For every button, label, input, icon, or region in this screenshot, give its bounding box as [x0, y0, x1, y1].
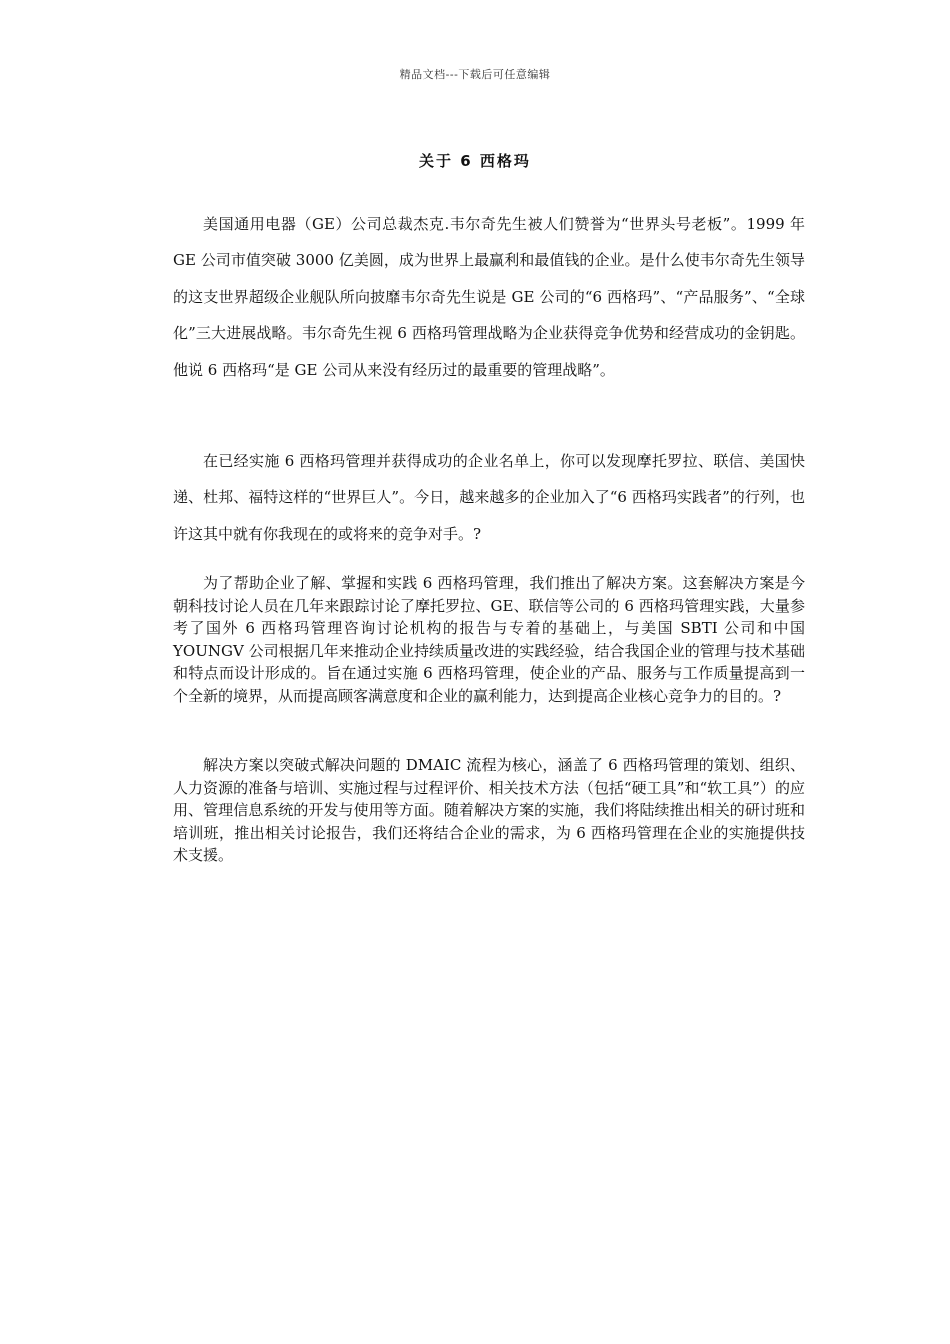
- paragraph-3: 为了帮助企业了解、掌握和实践 6 西格玛管理，我们推出了解决方案。这套解决方案是今朝科技讨论人员在几年来跟踪讨论了摩托罗拉、GE、联信等公司的 6 西格玛管理实践，大量参考了国外 6 西格玛管理咨询讨论机构的报告与专着的基础上，与美国 SBTI 公司和中国 YOUNGV 公司根据几年来推动企业持续质量改进的实践经验，结合我国企业的管理与技术基础和特点而设计形成的。旨在通过实施 6 西格玛管理，使企业的产品、服务与工作质量提高到一个全新的境界，从而提高顾客满意度和企业的赢利能力，达到提高企业核心竞争力的目的。?: [173, 574, 805, 705]
- paragraph-2: 在已经实施 6 西格玛管理并获得成功的企业名单上，你可以发现摩托罗拉、联信、美国快递、杜邦、福特这样的“世界巨人”。今日，越来越多的企业加入了“6 西格玛实践者”的行列，也许这其中就有你我现在的或将来的竞争对手。?: [173, 452, 805, 543]
- page-header: 精品文档---下载后可任意编辑: [399, 68, 551, 81]
- paragraph-1: 美国通用电器（GE）公司总裁杰克.韦尔奇先生被人们赞誉为“世界头号老板”。1999 年 GE 公司市值突破 3000 亿美圆，成为世界上最赢利和最值钱的企业。是什么使韦尔奇先生领导的这支世界超级企业舰队所向披靡韦尔奇先生说是 GE 公司的“6 西格玛”、“产品服务”、“全球化”三大进展战略。韦尔奇先生视 6 西格玛管理战略为企业获得竞争优势和经营成功的金钥匙。他说 6 西格玛“是 GE 公司从来没有经历过的最重要的管理战略”。: [173, 215, 805, 379]
- paragraph-4: 解决方案以突破式解决问题的 DMAIC 流程为核心，涵盖了 6 西格玛管理的策划、组织、人力资源的准备与培训、实施过程与过程评价、相关技术方法（包括“硬工具”和“软工具”）的应用、管理信息系统的开发与使用等方面。随着解决方案的实施，我们将陆续推出相关的研讨班和培训班，推出相关讨论报告，我们还将结合企业的需求，为 6 西格玛管理在企业的实施提供技术支援。: [173, 756, 805, 865]
- document-title: 关于 6 西格玛: [419, 152, 531, 170]
